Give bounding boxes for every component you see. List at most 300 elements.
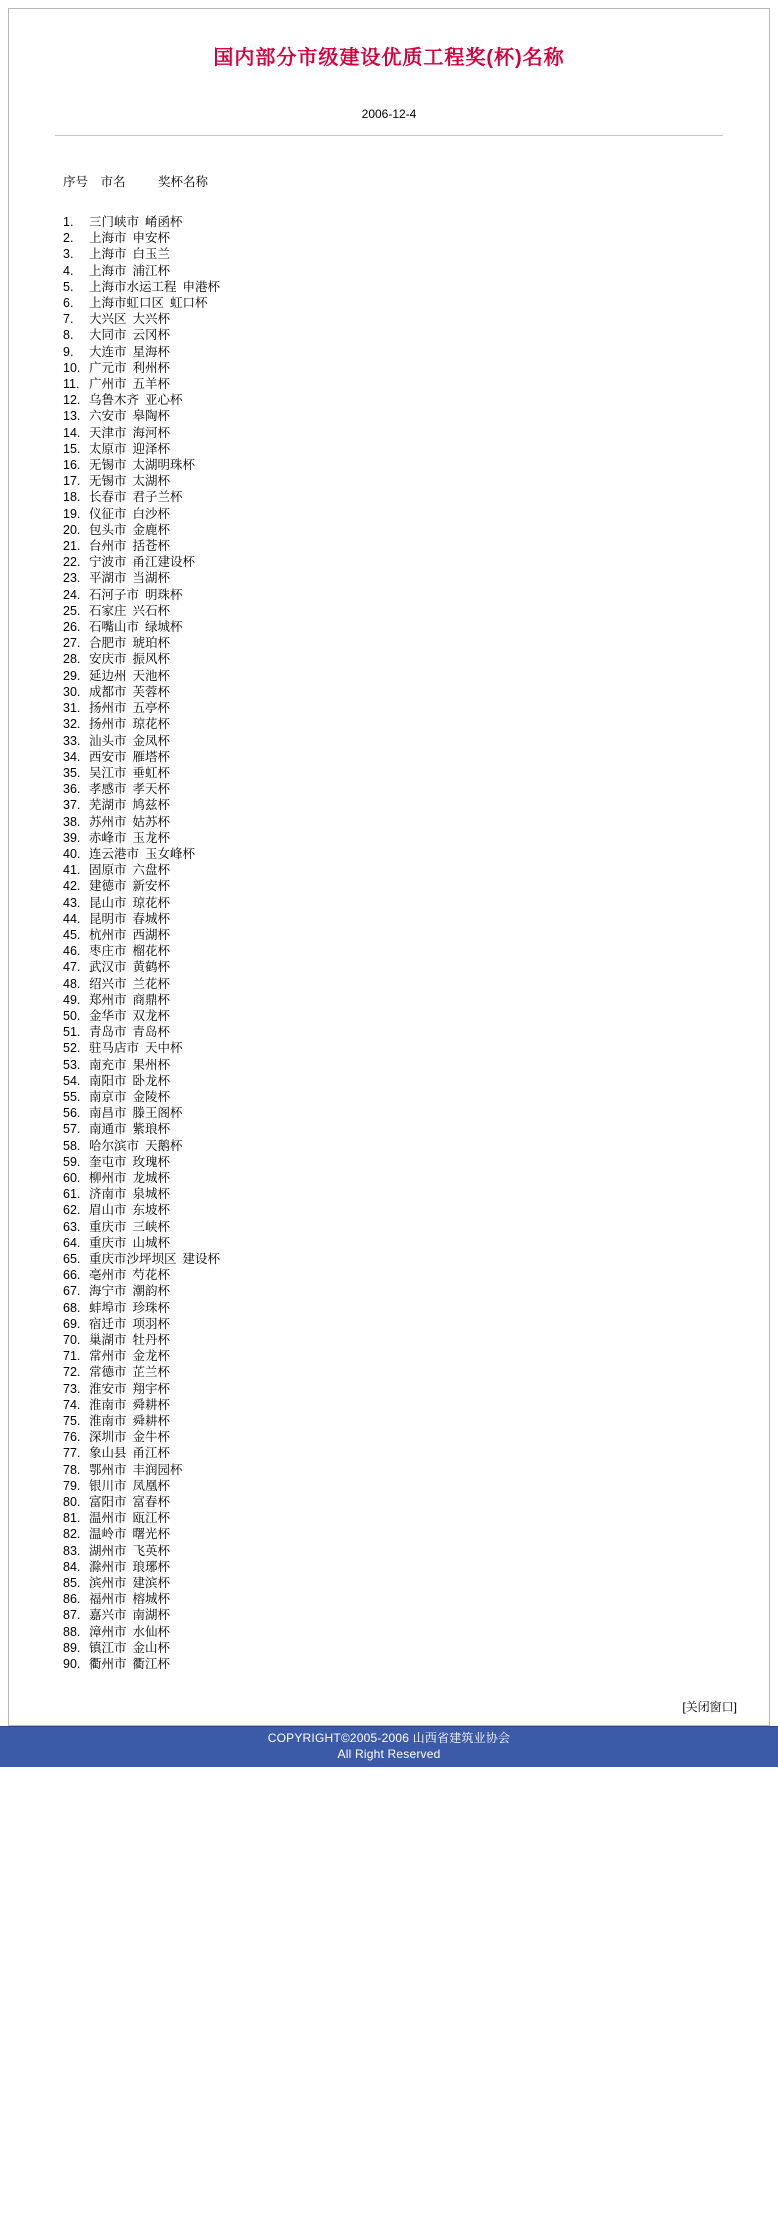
list-item (63, 1121, 769, 1137)
list-item-city: 连云港市 (89, 846, 140, 861)
list-item (63, 425, 769, 441)
list-item (63, 781, 769, 797)
list-item-number: 90. (63, 1657, 81, 1672)
list-item-award: 姑苏杯 (132, 814, 171, 829)
list-item-city: 金华市 (89, 1008, 127, 1023)
list-item-number: 2. (63, 231, 74, 246)
list-item-number: 63. (63, 1219, 81, 1234)
list-item-city: 昆山市 (89, 895, 127, 910)
list-item-award: 大兴杯 (132, 312, 171, 327)
list-item-city: 淮南市 (89, 1414, 127, 1429)
award-list (9, 190, 769, 1672)
list-item-number: 47. (63, 960, 81, 975)
column-header-city: 市名 (100, 175, 126, 189)
list-item (63, 457, 769, 473)
list-item (63, 651, 769, 667)
list-item-city: 南通市 (89, 1122, 127, 1137)
list-item (63, 1575, 769, 1591)
list-item-award: 翔宇杯 (132, 1381, 171, 1396)
list-item-city: 温岭市 (89, 1527, 127, 1542)
list-item (63, 1186, 769, 1202)
list-item-city: 无锡市 (89, 458, 127, 473)
list-item-city: 上海市 (89, 263, 127, 278)
list-item-award: 榕城杯 (132, 1592, 171, 1607)
list-item-number: 56. (63, 1106, 81, 1121)
list-item-city: 南京市 (89, 1089, 127, 1104)
list-item-number: 66. (63, 1268, 81, 1283)
list-item-number: 70. (63, 1333, 81, 1348)
list-item-number: 49. (63, 992, 81, 1007)
list-item (63, 1510, 769, 1526)
list-item-number: 51. (63, 1025, 81, 1040)
list-item-award: 白玉兰 (132, 247, 171, 262)
list-item-award: 雁塔杯 (132, 749, 171, 764)
list-item (63, 1364, 769, 1380)
list-item (63, 1300, 769, 1316)
list-item-number: 44. (63, 911, 81, 926)
list-item-number: 29. (63, 668, 81, 683)
list-item (63, 1348, 769, 1364)
list-item (63, 473, 769, 489)
list-item-award: 括苍杯 (132, 539, 171, 554)
list-item-number: 4. (63, 263, 74, 278)
list-item-number: 89. (63, 1640, 81, 1655)
list-item-number: 11. (63, 377, 80, 392)
list-item-number: 8. (63, 328, 74, 343)
footer-copyright: COPYRIGHT©2005-2006 山西省建筑业协会 (267, 1731, 511, 1746)
list-item-city: 宿迁市 (89, 1316, 127, 1331)
list-item (63, 1543, 769, 1559)
list-item-award: 新安杯 (132, 879, 171, 894)
list-item-award: 天池杯 (132, 668, 171, 683)
list-item-city: 滨州市 (89, 1576, 127, 1591)
list-item-award: 东坡杯 (132, 1203, 171, 1218)
list-item-city: 六安市 (89, 409, 127, 424)
list-item-number: 57. (63, 1122, 81, 1137)
list-item (63, 1640, 769, 1656)
list-item-award: 龙城杯 (132, 1170, 171, 1185)
list-item-number: 68. (63, 1300, 81, 1315)
list-item (63, 1089, 769, 1105)
list-item-number: 7. (63, 312, 74, 327)
list-item-number: 52. (63, 1041, 81, 1056)
list-item (63, 814, 769, 830)
list-item-number: 33. (63, 733, 81, 748)
list-item-city: 大连市 (89, 344, 127, 359)
list-item-award: 垂虹杯 (132, 765, 171, 780)
list-item-city: 仪征市 (89, 506, 127, 521)
list-item-award: 富春杯 (132, 1495, 171, 1510)
list-item-number: 53. (63, 1057, 81, 1072)
list-item-city: 富阳市 (89, 1495, 127, 1510)
list-item-award: 甬江杯 (132, 1446, 171, 1461)
list-item-number: 84. (63, 1559, 81, 1574)
list-item-award: 太湖杯 (132, 474, 171, 489)
list-item-award: 山城杯 (132, 1235, 171, 1250)
list-item-city: 绍兴市 (89, 976, 127, 991)
list-item-award: 太湖明珠杯 (132, 458, 196, 473)
list-item (63, 1381, 769, 1397)
list-item (63, 1040, 769, 1056)
list-item-number: 42. (63, 879, 81, 894)
list-item-number: 54. (63, 1073, 81, 1088)
list-item-city: 武汉市 (89, 960, 127, 975)
list-item-city: 柳州市 (89, 1170, 127, 1185)
list-item (63, 489, 769, 505)
list-item (63, 1267, 769, 1283)
list-item (63, 878, 769, 894)
list-item-city: 漳州市 (89, 1624, 127, 1639)
list-item-number: 73. (63, 1381, 81, 1396)
list-item (63, 1008, 769, 1024)
list-item-city: 南阳市 (89, 1073, 127, 1088)
list-item-award: 星海杯 (132, 344, 171, 359)
list-item-award: 芍花杯 (132, 1268, 171, 1283)
list-item-number: 35. (63, 765, 81, 780)
list-item-city: 合肥市 (89, 636, 127, 651)
list-item-city: 象山县 (89, 1446, 127, 1461)
list-item-number: 78. (63, 1462, 81, 1477)
list-item-city: 亳州市 (89, 1268, 127, 1283)
list-item-award: 六盘杯 (132, 863, 171, 878)
list-item-city: 台州市 (89, 539, 127, 554)
list-item-award: 舜耕杯 (132, 1414, 171, 1429)
site-footer (0, 1726, 778, 1767)
list-item-number: 87. (63, 1608, 81, 1623)
list-item (63, 246, 769, 262)
list-item-number: 81. (63, 1511, 81, 1526)
list-item-award: 项羽杯 (132, 1316, 171, 1331)
list-item-number: 15. (63, 441, 81, 456)
list-item-award: 玉女峰杯 (145, 846, 196, 861)
list-item-award: 振风杯 (132, 652, 171, 667)
content-frame (8, 8, 770, 1726)
list-item-city: 济南市 (89, 1187, 127, 1202)
list-item-number: 3. (63, 247, 74, 262)
list-item-award: 西湖杯 (132, 927, 171, 942)
list-item-city: 滁州市 (89, 1559, 127, 1574)
list-item-number: 22. (63, 555, 81, 570)
list-item (63, 603, 769, 619)
list-item-number: 75. (63, 1414, 81, 1429)
list-item-award: 紫琅杯 (132, 1122, 171, 1137)
list-item (63, 733, 769, 749)
list-item-award: 甬江建设杯 (132, 555, 196, 570)
list-item-city: 哈尔滨市 (89, 1138, 140, 1153)
list-item-number: 55. (63, 1089, 81, 1104)
list-item-number: 6. (63, 296, 74, 311)
list-item-award: 榴花杯 (132, 944, 171, 959)
list-item (63, 1526, 769, 1542)
list-item-city: 无锡市 (89, 474, 127, 489)
list-item (63, 1105, 769, 1121)
list-item (63, 1316, 769, 1332)
list-item-award: 兰花杯 (132, 976, 171, 991)
list-item-number: 1. (63, 215, 74, 229)
list-item (63, 295, 769, 311)
list-item-number: 71. (63, 1349, 81, 1364)
list-item-number: 30. (63, 684, 81, 699)
list-item-city: 扬州市 (89, 717, 127, 732)
list-item (63, 846, 769, 862)
list-item-city: 重庆市沙坪坝区 (89, 1252, 177, 1266)
list-item (63, 344, 769, 360)
list-item-number: 80. (63, 1495, 81, 1510)
list-item-award: 五亭杯 (132, 701, 171, 716)
list-item-city: 常州市 (89, 1349, 127, 1364)
list-item (63, 943, 769, 959)
list-item (63, 1445, 769, 1461)
list-item-award: 云冈杯 (132, 328, 171, 343)
list-item (63, 895, 769, 911)
list-item-award: 青岛杯 (132, 1025, 171, 1040)
list-item (63, 668, 769, 684)
list-item (63, 619, 769, 635)
list-item-city: 建德市 (89, 879, 127, 894)
list-item (63, 1154, 769, 1170)
list-item-award: 曙光杯 (132, 1527, 171, 1542)
list-item (63, 749, 769, 765)
list-item (63, 522, 769, 538)
list-item-award: 建滨杯 (132, 1576, 171, 1591)
list-item-award: 五羊杯 (132, 377, 171, 392)
list-item-number: 43. (63, 895, 81, 910)
list-item (63, 360, 769, 376)
list-item (63, 311, 769, 327)
list-item-number: 18. (63, 490, 81, 505)
list-item-number: 85. (63, 1576, 81, 1591)
list-item-award: 琅琊杯 (132, 1559, 171, 1574)
list-item-city: 孝感市 (89, 782, 127, 797)
list-item-award: 孝天杯 (132, 782, 171, 797)
list-item-award: 崤函杯 (145, 215, 183, 229)
list-item-city: 淮南市 (89, 1397, 127, 1412)
list-item-award: 水仙杯 (132, 1624, 171, 1639)
list-item-number: 59. (63, 1154, 81, 1169)
list-item-award: 凤凰杯 (132, 1478, 171, 1493)
list-item-number: 23. (63, 571, 81, 586)
list-item-number: 76. (63, 1430, 81, 1445)
list-item-city: 重庆市 (89, 1219, 127, 1234)
list-item (63, 1607, 769, 1623)
list-item-city: 温州市 (89, 1511, 127, 1526)
column-header-no: 序号 (63, 175, 89, 189)
list-item (63, 1073, 769, 1089)
list-item (63, 506, 769, 522)
list-item-award: 天鹅杯 (145, 1138, 183, 1153)
list-item-award: 申港杯 (182, 279, 221, 294)
list-item (63, 635, 769, 651)
list-item-number: 50. (63, 1008, 81, 1023)
list-item-city: 驻马店市 (89, 1041, 140, 1056)
list-item-city: 深圳市 (89, 1430, 127, 1445)
list-item-number: 26. (63, 620, 81, 635)
list-item-city: 大同市 (89, 328, 127, 343)
list-item (63, 1397, 769, 1413)
list-item (63, 441, 769, 457)
list-item-award: 果州杯 (132, 1057, 171, 1072)
list-item-award: 兴石杯 (132, 603, 171, 618)
table-header (9, 136, 769, 190)
list-item-award: 海河杯 (132, 425, 171, 440)
list-item (63, 1478, 769, 1494)
list-item-city: 重庆市 (89, 1235, 127, 1250)
list-item (63, 279, 769, 295)
list-item-award: 衢江杯 (132, 1657, 171, 1672)
list-item-award: 浦江杯 (132, 263, 171, 278)
list-item-city: 昆明市 (89, 911, 127, 926)
list-item (63, 587, 769, 603)
list-item (63, 1057, 769, 1073)
list-item (63, 765, 769, 781)
list-item-city: 石家庄 (89, 603, 127, 618)
list-item-number: 61. (63, 1187, 81, 1202)
list-item-city: 乌鲁木齐 (89, 393, 140, 408)
list-item (63, 570, 769, 586)
list-item-number: 83. (63, 1543, 81, 1558)
list-item-number: 20. (63, 522, 81, 537)
list-item-award: 金山杯 (132, 1640, 171, 1655)
list-item (63, 1413, 769, 1429)
list-item-city: 广元市 (89, 360, 127, 375)
list-item (63, 797, 769, 813)
list-item-award: 泉城杯 (132, 1187, 171, 1202)
list-item-city: 三门峡市 (89, 215, 140, 229)
list-item (63, 1170, 769, 1186)
list-item-number: 60. (63, 1170, 81, 1185)
list-item-city: 石河子市 (89, 587, 140, 602)
list-item-number: 77. (63, 1446, 81, 1461)
list-item-city: 衢州市 (89, 1657, 127, 1672)
list-item-award: 牡丹杯 (132, 1333, 171, 1348)
list-item (63, 992, 769, 1008)
list-item-award: 珍珠杯 (132, 1300, 171, 1315)
list-item-city: 赤峰市 (89, 830, 127, 845)
list-item-number: 62. (63, 1203, 81, 1218)
list-item-number: 24. (63, 587, 81, 602)
list-item (63, 1656, 769, 1672)
list-item-award: 南湖杯 (132, 1608, 171, 1623)
list-item-city: 杭州市 (89, 927, 127, 942)
footer-rights: All Right Reserved (337, 1747, 441, 1762)
list-item-city: 蚌埠市 (89, 1300, 127, 1315)
list-item (63, 830, 769, 846)
list-item-city: 上海市水运工程 (89, 279, 177, 294)
list-item-award: 鸠兹杯 (132, 798, 171, 813)
list-item-award: 玉龙杯 (132, 830, 171, 845)
list-item (63, 1251, 769, 1267)
list-item (63, 700, 769, 716)
list-item-city: 广州市 (89, 377, 127, 392)
list-item-award: 商鼎杯 (132, 992, 171, 1007)
list-item (63, 1559, 769, 1575)
list-item-city: 巢湖市 (89, 1333, 127, 1348)
list-item-number: 65. (63, 1252, 81, 1266)
list-item (63, 1235, 769, 1251)
list-item-award: 黄鹤杯 (132, 960, 171, 975)
close-window-link[interactable]: [关闭窗口] (682, 1700, 737, 1715)
list-item-city: 固原市 (89, 863, 127, 878)
list-item-city: 青岛市 (89, 1025, 127, 1040)
list-item-award: 玫瑰杯 (132, 1154, 171, 1169)
list-item-award: 飞英杯 (132, 1543, 171, 1558)
list-item-number: 10. (63, 360, 81, 375)
list-item-city: 大兴区 (89, 312, 127, 327)
list-item-city: 天津市 (89, 425, 127, 440)
list-item-number: 48. (63, 976, 81, 991)
list-item-award: 滕王阁杯 (132, 1106, 183, 1121)
list-item (63, 716, 769, 732)
list-item-number: 28. (63, 652, 81, 667)
list-item-number: 69. (63, 1316, 81, 1331)
close-window-action[interactable] (9, 1672, 769, 1725)
list-item-number: 9. (63, 344, 74, 359)
list-item-city: 奎屯市 (89, 1154, 127, 1169)
list-item-number: 64. (63, 1235, 81, 1250)
list-item-award: 明珠杯 (145, 587, 183, 602)
list-item-number: 88. (63, 1624, 81, 1639)
list-item (63, 927, 769, 943)
list-item-city: 太原市 (89, 441, 127, 456)
list-item-award: 琥珀杯 (132, 636, 171, 651)
list-item-award: 绿城杯 (145, 620, 183, 635)
list-item-city: 成都市 (89, 684, 127, 699)
list-item-city: 上海市 (89, 247, 127, 262)
list-item-city: 南昌市 (89, 1106, 127, 1121)
list-item-award: 君子兰杯 (132, 490, 183, 505)
list-item-award: 金鹿杯 (132, 522, 171, 537)
list-item (63, 408, 769, 424)
list-item-city: 芜湖市 (89, 798, 127, 813)
list-item-award: 建设杯 (182, 1252, 221, 1266)
list-item-number: 38. (63, 814, 81, 829)
list-item (63, 263, 769, 279)
list-item-award: 虹口杯 (170, 296, 208, 311)
list-item (63, 554, 769, 570)
list-item-award: 瓯江杯 (132, 1511, 171, 1526)
list-item (63, 538, 769, 554)
list-item (63, 1138, 769, 1154)
list-item (63, 1332, 769, 1348)
list-item (63, 684, 769, 700)
list-item-number: 32. (63, 717, 81, 732)
list-item-award: 迎泽杯 (132, 441, 171, 456)
list-item-city: 苏州市 (89, 814, 127, 829)
list-item-city: 石嘴山市 (89, 620, 140, 635)
list-item-number: 37. (63, 798, 81, 813)
list-item-number: 45. (63, 927, 81, 942)
list-item-city: 南充市 (89, 1057, 127, 1072)
list-item-number: 25. (63, 603, 81, 618)
list-item (63, 1462, 769, 1478)
list-item-number: 79. (63, 1478, 81, 1493)
list-item (63, 1283, 769, 1299)
list-item-city: 嘉兴市 (89, 1608, 127, 1623)
list-item-city: 扬州市 (89, 701, 127, 716)
list-item-city: 眉山市 (89, 1203, 127, 1218)
list-item-city: 海宁市 (89, 1284, 127, 1299)
list-item-award: 亚心杯 (145, 393, 183, 408)
list-item-city: 上海市虹口区 (89, 296, 165, 311)
list-item-number: 72. (63, 1365, 81, 1380)
list-item-city: 镇江市 (89, 1640, 127, 1655)
list-item (63, 1024, 769, 1040)
list-item-award: 金牛杯 (132, 1430, 171, 1445)
list-item-award: 金龙杯 (132, 1349, 171, 1364)
list-item (63, 862, 769, 878)
list-item-number: 41. (63, 863, 81, 878)
list-item-award: 三峡杯 (132, 1219, 171, 1234)
